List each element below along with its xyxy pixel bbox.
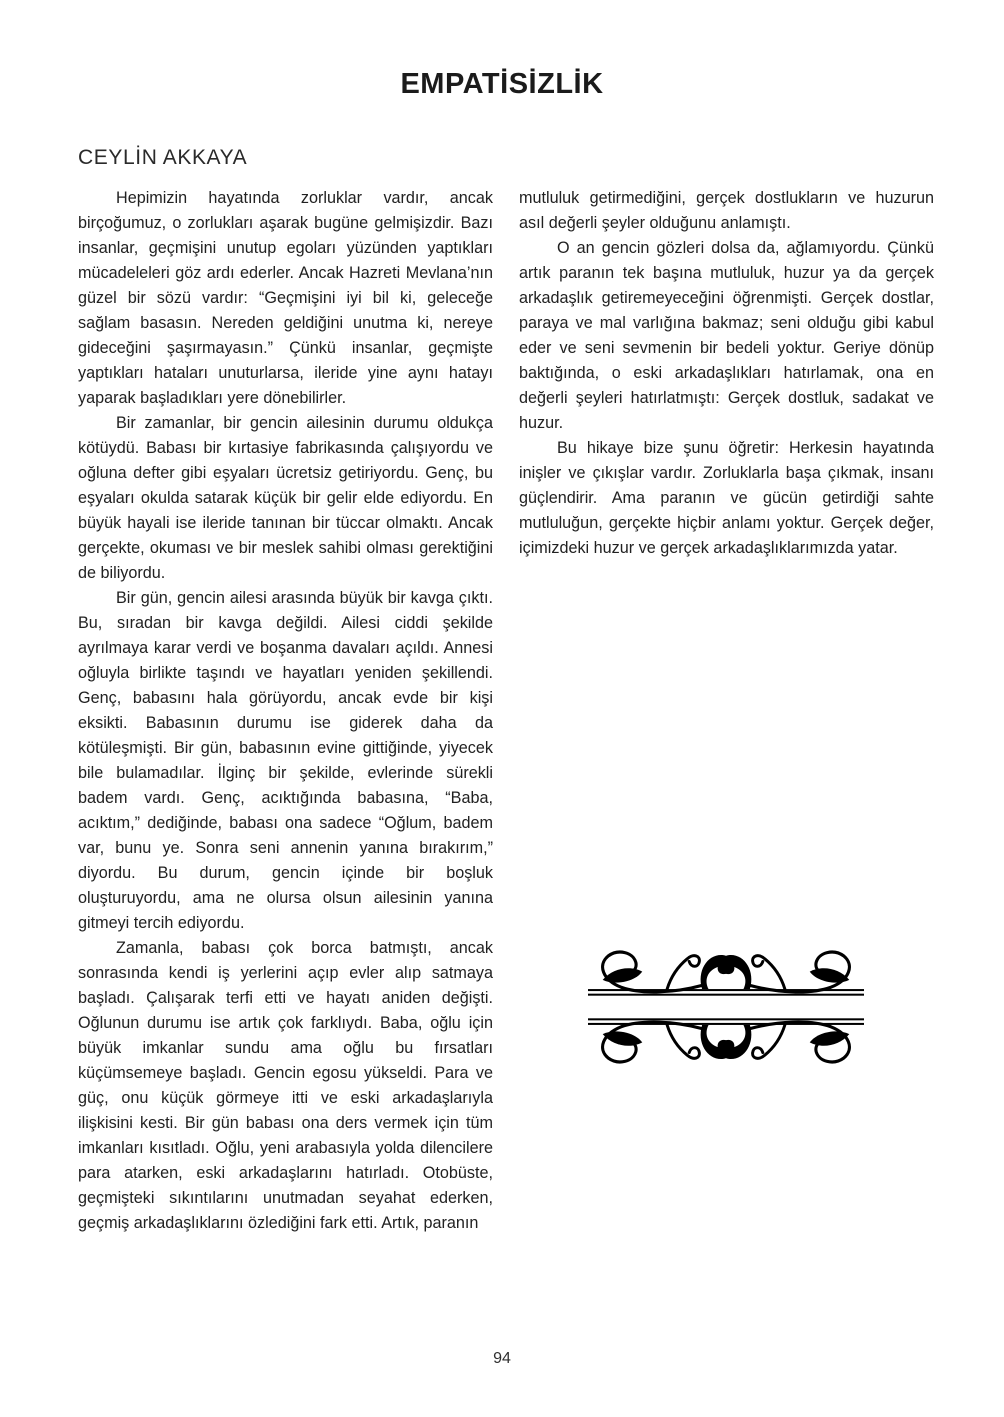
paragraph: Bir gün, gencin ailesi arasında büyük bir kavga çıktı. Bu, sıradan bir kavga değildi. Ailesi ciddi şekilde ayrılmaya karar verdi ve boşanma davaları açıldı. Annesi oğluyla birlikte taşındı ve hayatları yeniden şekillendi. Genç, babasını hala görüyordu, ancak evde bir kişi eksikti. Babasının durumu ise giderek daha da kötüleşmişti. Bir gün, babasının evine gittiğinde, yiyecek bile bulamadılar. İlginç bir şekilde, evlerinde sürekli badem vardı. Genç, acıktığında babasına, “Baba, acıktım,” dediğinde, babası ona sadece “Oğlum, badem var, bunu ye. Sonra seni annenin yanına bırakırım,” diyordu. Bu durum, gencin içinde bir boşluk oluşturuyordu, ama ne olursa olsun ailesinin yanına gitmeyi tercih ediyordu. bbox=[78, 589, 493, 932]
paragraph: Bir zamanlar, bir gencin ailesinin durumu oldukça kötüydü. Babası bir kırtasiye fabrikasında çalışıyordu ve oğluna defter gibi eşyaları ücretsiz getiriyordu. Genç, bu eşyaları okulda satarak küçük bir gelir elde ediyordu. En büyük hayali ise ileride tanınan bir tüccar olmaktı. Ancak gerçekte, okuması ve bir meslek sahibi olması gerektiğini de biliyordu. bbox=[78, 414, 493, 582]
flourish-divider-icon bbox=[588, 941, 864, 1073]
paragraph: Bu hikaye bize şunu öğretir: Herkesin hayatında inişler ve çıkışlar vardır. Zorluklarla başa çıkmak, insanı güçlendirir. Ama paranın ve gücün getirdiği sahte mutluluğun, gerçekte hiçbir anlamı yoktur. Gerçek değer, içimizdeki huzur ve gerçek arkadaşlıklarımızda yatar. bbox=[519, 439, 934, 557]
paragraph: O an gencin gözleri dolsa da, ağlamıyordu. Çünkü artık paranın tek başına mutluluk, huzur ya da gerçek arkadaşlık getiremeyeceğini öğrenmişti. Gerçek dostlar, paraya ve mal varlığına bakmaz; seni olduğu gibi kabul eder ve seni sevmenin bir bedeli yoktur. Geriye dönüp baktığında, o eski arkadaşlıkları hatırlamak, ona en değerli şeyleri hatırlatmıştı: Gerçek dostluk, sadakat ve huzur. bbox=[519, 239, 934, 432]
paragraph: Hepimizin hayatında zorluklar vardır, ancak birçoğumuz, o zorlukları aşarak bugüne gelmişizdir. Bazı insanlar, geçmişini unutup egoları yüzünden yaptıkları mücadeleleri göz ardı ederler. Ancak Hazreti Mevlana’nın güzel bir sözü vardır: “Geçmişini iyi bil ki, geleceğe sağlam basasın. Nereden geldiğini unutma ki, nereye gideceğini şaşırmayasın.” Çünkü insanlar, geçmişte yaptıkları hataları unuturlarsa, ileride yine aynı hatayı yaparak başladıkları yere dönebilirler. bbox=[78, 189, 493, 407]
right-column bbox=[519, 186, 934, 1236]
page-number: 94 bbox=[493, 1350, 511, 1367]
flourish-divider-ornament bbox=[588, 941, 864, 1073]
page-title: EMPATİSİZLİK bbox=[400, 68, 604, 100]
paragraph: Zamanla, babası çok borca batmıştı, ancak sonrasında kendi iş yerlerini açıp evler alıp satmaya başladı. Çalışarak terfi etti ve hayatı aniden değişti. Oğlunun durumu ise artık çok farklıydı. Baba, oğlu için büyük imkanlar sundu ama oğlu bu fırsatları küçümsemeye başladı. Gencin egosu yükseldi. Para ve güç, onu küçük görmeye itti ve eski arkadaşlarıyla ilişkisini kesti. Bir gün babası ona ders vermek için tüm imkanları kısıtladı. Oğlu, yeni arabasıyla yolda dilencilere para atarken, eski arkadaşlarını hatırladı. Otobüste, geçmişteki sıkıntılarını unutmadan seyahat ederken, geçmiş arkadaşlıklarını özlediğini fark etti. Artık, paranın bbox=[78, 939, 493, 1232]
article-body bbox=[78, 186, 934, 1236]
paragraph: mutluluk getirmediğini, gerçek dostlukların ve huzurun asıl değerli şeyler olduğunu anlamıştı. bbox=[519, 189, 934, 232]
left-column bbox=[78, 186, 493, 1236]
author-name: CEYLİN AKKAYA bbox=[78, 146, 248, 169]
